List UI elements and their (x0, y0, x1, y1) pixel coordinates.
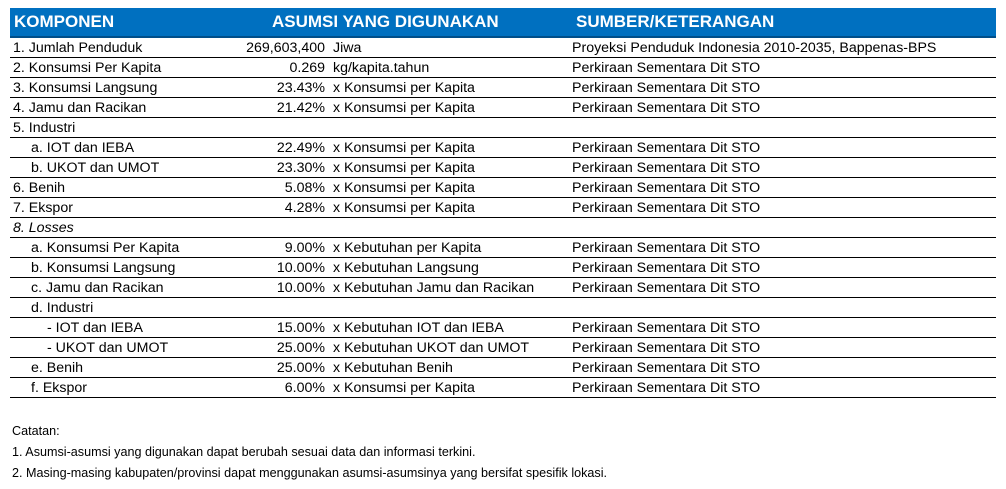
row-description: x Kebutuhan Langsung (333, 259, 479, 276)
table-header (10, 8, 996, 38)
table-row (10, 118, 996, 138)
table-row (10, 338, 996, 358)
row-source: Perkiraan Sementara Dit STO (572, 239, 761, 256)
row-label: b. UKOT dan UMOT (31, 159, 160, 176)
row-description: x Konsumsi per Kapita (333, 99, 475, 116)
table-row (10, 58, 996, 78)
table-row (10, 138, 996, 158)
row-label: a. IOT dan IEBA (31, 139, 135, 156)
header-komponen: KOMPONEN (14, 12, 115, 31)
row-value: 10.00% (276, 279, 325, 296)
row-value: 10.00% (276, 259, 325, 276)
row-label: 2. Konsumsi Per Kapita (13, 59, 162, 76)
table-row (10, 158, 996, 178)
row-value: 23.43% (276, 79, 325, 96)
row-label: 3. Konsumsi Langsung (13, 79, 158, 96)
row-label: f. Ekspor (31, 379, 87, 396)
row-label: 4. Jamu dan Racikan (13, 99, 147, 116)
row-description: x Konsumsi per Kapita (333, 139, 475, 156)
table-row (10, 258, 996, 278)
table-row (10, 178, 996, 198)
note-item: 1. Asumsi-asumsi yang digunakan dapat berubah sesuai data dan informasi terkini. (12, 445, 476, 459)
row-label: d. Industri (31, 299, 94, 316)
row-label: e. Benih (31, 359, 84, 376)
row-source: Perkiraan Sementara Dit STO (572, 259, 761, 276)
row-label: 6. Benih (13, 179, 66, 196)
row-value: 0.269 (289, 59, 325, 76)
row-source: Perkiraan Sementara Dit STO (572, 139, 761, 156)
row-source: Perkiraan Sementara Dit STO (572, 359, 761, 376)
row-value: 15.00% (276, 319, 325, 336)
row-value: 25.00% (276, 339, 325, 356)
row-description: x Konsumsi per Kapita (333, 179, 475, 196)
row-description: x Konsumsi per Kapita (333, 79, 475, 96)
row-value: 9.00% (284, 239, 325, 256)
row-label: 5. Industri (13, 119, 76, 136)
row-source: Perkiraan Sementara Dit STO (572, 59, 761, 76)
notes-section (12, 421, 607, 484)
header-sumber: SUMBER/KETERANGAN (576, 12, 775, 31)
row-value: 23.30% (276, 159, 325, 176)
row-label: 1. Jumlah Penduduk (13, 39, 143, 56)
row-value: 4.28% (284, 199, 325, 216)
row-label: 8. Losses (13, 219, 74, 236)
row-source: Perkiraan Sementara Dit STO (572, 199, 761, 216)
row-label: c. Jamu dan Racikan (31, 279, 164, 296)
table-row (10, 218, 996, 238)
row-value: 22.49% (276, 139, 325, 156)
table-row (10, 98, 996, 118)
row-value: 6.00% (284, 379, 325, 396)
table-row (10, 198, 996, 218)
row-value: 269,603,400 (246, 39, 325, 56)
row-source: Perkiraan Sementara Dit STO (572, 99, 761, 116)
row-source: Perkiraan Sementara Dit STO (572, 279, 761, 296)
row-source: Perkiraan Sementara Dit STO (572, 379, 761, 396)
table-row (10, 358, 996, 378)
table-row (10, 38, 996, 58)
row-source: Perkiraan Sementara Dit STO (572, 159, 761, 176)
row-source: Perkiraan Sementara Dit STO (572, 339, 761, 356)
row-description: kg/kapita.tahun (333, 59, 430, 76)
row-label: b. Konsumsi Langsung (31, 259, 176, 276)
row-description: x Kebutuhan Benih (333, 359, 453, 376)
row-label: 7. Ekspor (13, 199, 73, 216)
row-value: 25.00% (276, 359, 325, 376)
row-source: Perkiraan Sementara Dit STO (572, 319, 761, 336)
row-label: - IOT dan IEBA (47, 319, 143, 336)
row-description: x Kebutuhan per Kapita (333, 239, 482, 256)
table-row (10, 298, 996, 318)
row-value: 21.42% (276, 99, 325, 116)
row-source: Proyeksi Penduduk Indonesia 2010-2035, Bappenas-BPS (572, 39, 937, 56)
row-source: Perkiraan Sementara Dit STO (572, 79, 761, 96)
table-row (10, 238, 996, 258)
notes-title: Catatan: (12, 424, 60, 438)
row-description: Jiwa (333, 39, 362, 56)
row-value: 5.08% (284, 179, 325, 196)
row-description: x Konsumsi per Kapita (333, 199, 475, 216)
row-description: x Kebutuhan Jamu dan Racikan (333, 279, 535, 296)
header-asumsi: ASUMSI YANG DIGUNAKAN (272, 12, 499, 31)
table-row (10, 78, 996, 98)
row-description: x Konsumsi per Kapita (333, 379, 475, 396)
row-description: x Konsumsi per Kapita (333, 159, 475, 176)
row-source: Perkiraan Sementara Dit STO (572, 179, 761, 196)
table-row (10, 278, 996, 298)
table-row (10, 378, 996, 398)
row-label: - UKOT dan UMOT (47, 339, 169, 356)
row-description: x Kebutuhan UKOT dan UMOT (333, 339, 530, 356)
row-description: x Kebutuhan IOT dan IEBA (333, 319, 504, 336)
assumption-table (10, 8, 996, 398)
note-item: 2. Masing-masing kabupaten/provinsi dapat menggunakan asumsi-asumsinya yang bersifat spesifik lokasi. (12, 466, 608, 480)
row-label: a. Konsumsi Per Kapita (31, 239, 180, 256)
table-row (10, 318, 996, 338)
